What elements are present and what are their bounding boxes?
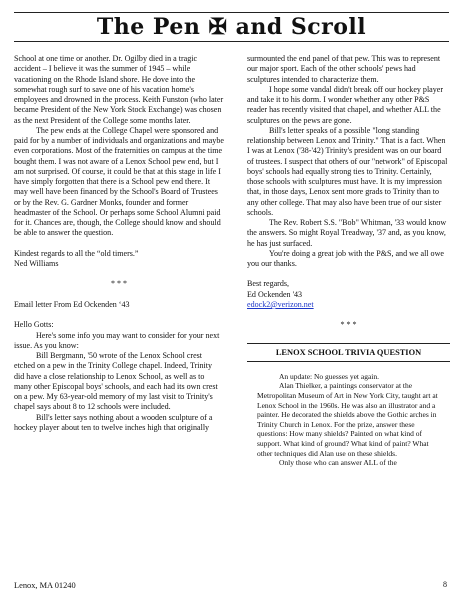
- letter-paragraph: Bill's letter speaks of a possible "long standing relationship between Lenox and Trinity." That is a fact. When I was at Lenox ('38-'42) Trinity's president was on our board of trustees. I suspect that others of our "network" of Episcopal boys' schools had equally strong ties to Trinity. Certainly, those schools with sculptures must have. It is my impression that, in those days, Lenox sent more grads to Trinity than to any other college. That may also have been true of our sister schools.: [247, 125, 448, 217]
- newsletter-title: The Pen ✠ and Scroll: [96, 14, 367, 40]
- signature: Ned Williams: [14, 258, 59, 268]
- email-link[interactable]: edock2@verizon.net: [247, 299, 314, 309]
- trivia-paragraph: Alan Thielker, a paintings conservator at the Metropolitan Museum of Art in New York City, taught art at Lenox School in the 1960s. He was also an illustrator and a painter. He decorated the shields above the Gothic arches in Trinity Church in Lenox. For the prize, answer these questions: How many shields? Painted on what kind of support. What kind of ground? What kind of paint? What other techniques did Alan use on these shields.: [257, 381, 438, 458]
- letter-paragraph: I hope some vandal didn't break off our hockey player and take it to his dorm. I wonder whether any other P&S reader has recently visited that chapel, and whether ALL the sculptures on the pews are gone.: [247, 84, 444, 125]
- letter-heading: Email letter From Ed Ockenden ‘43: [14, 299, 130, 309]
- letter-paragraph: surmounted the end panel of that pew. This was to represent our major sport. Each of the other schools' pews had sculptures intended to characterize them.: [247, 54, 441, 84]
- letter-paragraph: Here's some info you may want to consider for your next issue. As you know:: [14, 330, 220, 350]
- letter-paragraph: Bill Bergmann, '50 wrote of the Lenox School crest etched on a pew in the Trinity College chapel. Indeed, Trinity did have a close relationship to Lenox School, as well as to many other Episcopal boys' schools, and each had its own crest on a pew. My 63-year-old memory of my last visit to Trinity's chapel says about 8 to 12 schools were included.: [14, 351, 218, 412]
- section-divider: * * *: [340, 320, 357, 330]
- page-number: 8: [443, 580, 447, 589]
- footer-location: Lenox, MA 01240: [14, 581, 76, 590]
- trivia-heading: LENOX SCHOOL TRIVIA QUESTION: [247, 343, 450, 362]
- salutation: Hello Gotts:: [14, 320, 54, 330]
- letter-paragraph: You're doing a great job with the P&S, and we all owe you our thanks.: [247, 248, 444, 268]
- signature: Ed Ockenden '43: [247, 289, 303, 299]
- trivia-paragraph: An update: No guesses yet again.: [279, 371, 379, 381]
- trivia-body: [247, 372, 450, 468]
- masthead: [14, 10, 449, 44]
- letter-paragraph: The Rev. Robert S.S. "Bob" Whitman, '33 would know the answers. So might Royal Treadway, '37 and, as you know, he has just surfaced.: [247, 218, 447, 248]
- letter-paragraph: School at one time or another. Dr. Ogilby died in a tragic accident – I believe it was the summer of 1945 – while vacationing on the Rhode Island shore. He dove into the somewhat rough surf to save one of his vacation home's employees and drowned in the process. Keith Funston (who later became President of the New York Stock Exchange) was chosen as the next President of the College some months later.: [14, 54, 224, 125]
- closing-regards: Kindest regards to all the “old timers.”: [14, 248, 139, 258]
- trivia-paragraph: Only those who can answer ALL of the: [279, 458, 397, 468]
- section-divider: * * *: [110, 279, 128, 289]
- left-column: [14, 54, 224, 433]
- closing-regards: Best regards,: [247, 279, 290, 289]
- letter-paragraph: Bill's letter says nothing about a wooden sculpture of a hockey player about ten to twelve inches high that originally: [14, 412, 213, 432]
- letter-paragraph: The pew ends at the College Chapel were sponsored and paid for by a number of individuals and organizations and maybe even corporations. Most of the fraternities on campus at the time bought them. I was not aware of a Lenox School pew end, but I am not surprised. Of course, it could be that at this stage in life I have simply forgotten that there is a School pew end there. It may well have been financed by the School's Board of Trustees or by the Rev. G. Gardner Monks, founder and former headmaster of the School. Or perhaps some School Alumni paid for it. Chances are, though, the College should know and should be able to answer the question.: [14, 125, 224, 238]
- right-column: [247, 54, 450, 468]
